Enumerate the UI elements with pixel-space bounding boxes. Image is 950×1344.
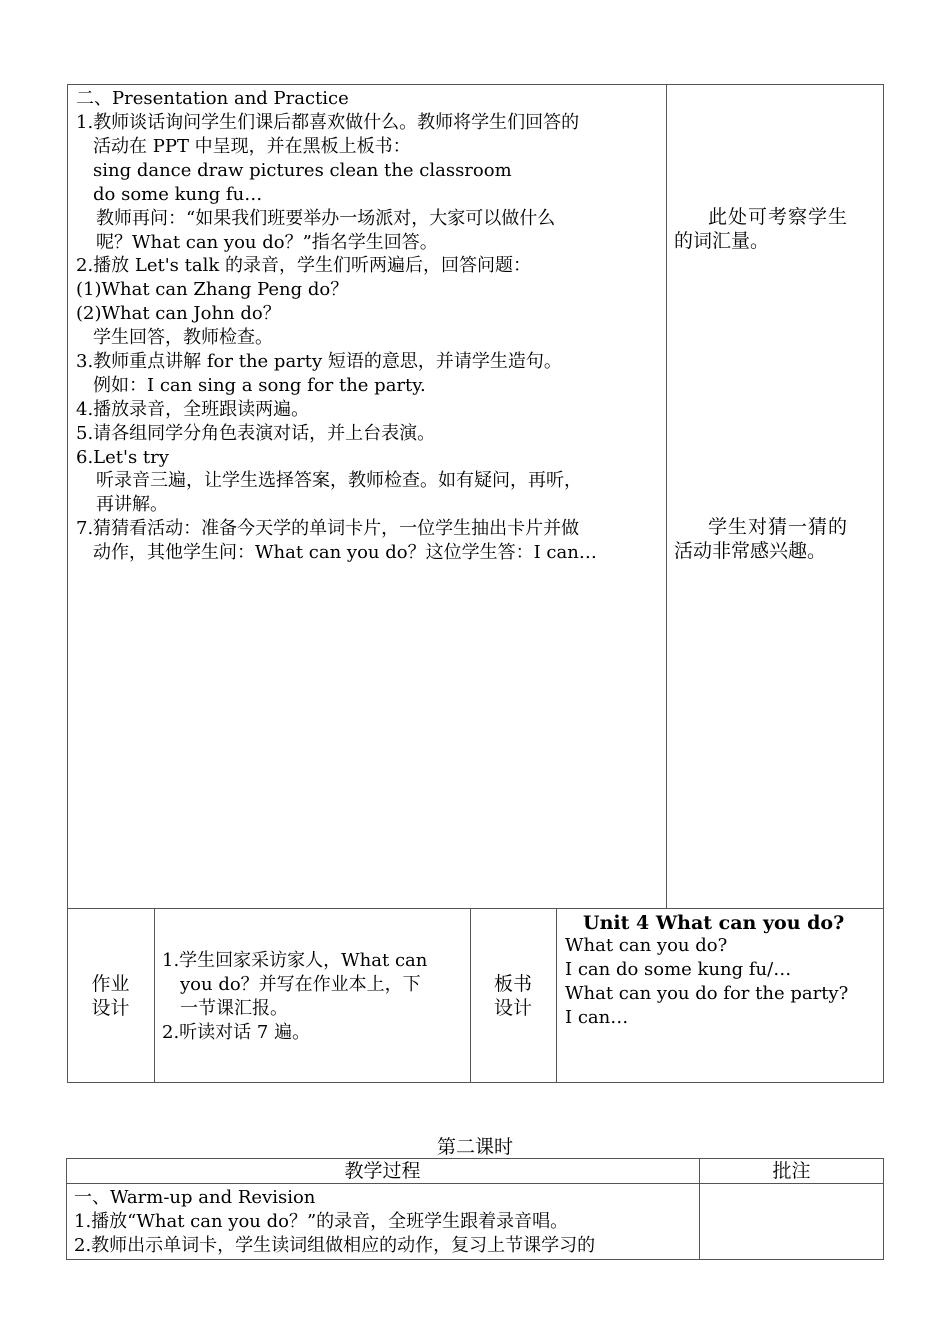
section-heading: 二、Presentation and Practice <box>76 88 349 109</box>
blackboard-line: I can… <box>565 1007 629 1028</box>
process-line: 动作，其他学生问：What can you do？这位学生答：I can… <box>93 542 597 563</box>
homework-line: you do？并写在作业本上，下 <box>180 974 421 995</box>
top-notes-divider <box>666 84 667 909</box>
homework-label <box>67 908 154 1083</box>
blackboard-line: I can do some kung fu/… <box>565 959 792 980</box>
note-line: 学生对猜一猜的 <box>708 516 849 538</box>
blackboard-label <box>470 908 556 1083</box>
note-line: 活动非常感兴趣。 <box>674 540 827 562</box>
blackboard-line: What can you do? <box>565 935 728 956</box>
homework-line: 1.学生回家采访家人，What can <box>162 950 428 971</box>
note-line: 此处可考察学生 <box>708 206 849 228</box>
process-line: 2.播放 Let's talk 的录音，学生们听两遍后，回答问题： <box>76 255 531 276</box>
header-process: 教学过程 <box>344 1160 421 1182</box>
process-line: 5.请各组同学分角色表演对话，并上台表演。 <box>76 423 436 444</box>
homework-line: 2.听读对话 7 遍。 <box>162 1022 311 1043</box>
blackboard-label-line2: 设计 <box>493 996 532 1019</box>
homework-line: 一节课汇报。 <box>180 998 288 1019</box>
process-line: 活动在 PPT 中呈现，并在黑板上板书： <box>93 136 411 157</box>
process-line: 7.猜猜看活动：准备今天学的单词卡片，一位学生抽出卡片并做 <box>76 518 580 539</box>
process-line: (2)What can John do？ <box>76 303 281 324</box>
second-header-divider <box>66 1183 884 1184</box>
note-line: 的词汇量。 <box>674 230 770 252</box>
blackboard-line: What can you do for the party? <box>565 983 849 1004</box>
process-line: (1)What can Zhang Peng do？ <box>76 279 349 300</box>
process-line: 再讲解。 <box>96 494 168 515</box>
process-line: 听录音三遍，让学生选择答案，教师检查。如有疑问，再听， <box>96 470 582 491</box>
blackboard-title: Unit 4 What can you do? <box>583 912 845 934</box>
process-line: 1.教师谈话询问学生们课后都喜欢做什么。教师将学生们回答的 <box>76 112 580 133</box>
second-section-heading: 一、Warm-up and Revision <box>74 1187 316 1208</box>
process-line: 4.播放录音，全班跟读两遍。 <box>76 399 310 420</box>
homework-col-divider-3 <box>556 908 557 1083</box>
header-notes: 批注 <box>772 1160 811 1182</box>
second-lesson-title: 第二课时 <box>436 1136 513 1158</box>
second-process-line: 1.播放“What can you do？”的录音，全班学生跟着录音唱。 <box>74 1211 569 1232</box>
process-line: 教师再问：“如果我们班要举办一场派对，大家可以做什么 <box>96 208 556 229</box>
process-line: 呢？What can you do？”指名学生回答。 <box>96 232 438 253</box>
process-line: 6.Let's try <box>76 447 169 468</box>
blackboard-label-line1: 板书 <box>493 972 532 995</box>
process-line: 3.教师重点讲解 for the party 短语的意思，并请学生造句。 <box>76 351 562 372</box>
homework-col-divider-1 <box>154 908 155 1083</box>
homework-label-line1: 作业 <box>91 972 130 995</box>
process-line: do some kung fu… <box>93 184 263 205</box>
process-line: sing dance draw pictures clean the classroom <box>93 160 512 181</box>
process-line: 例如：I can sing a song for the party. <box>93 375 426 396</box>
second-process-line: 2.教师出示单词卡，学生读词组做相应的动作，复习上节课学习的 <box>74 1235 596 1256</box>
process-line: 学生回答，教师检查。 <box>93 327 273 348</box>
homework-label-line2: 设计 <box>91 996 130 1019</box>
